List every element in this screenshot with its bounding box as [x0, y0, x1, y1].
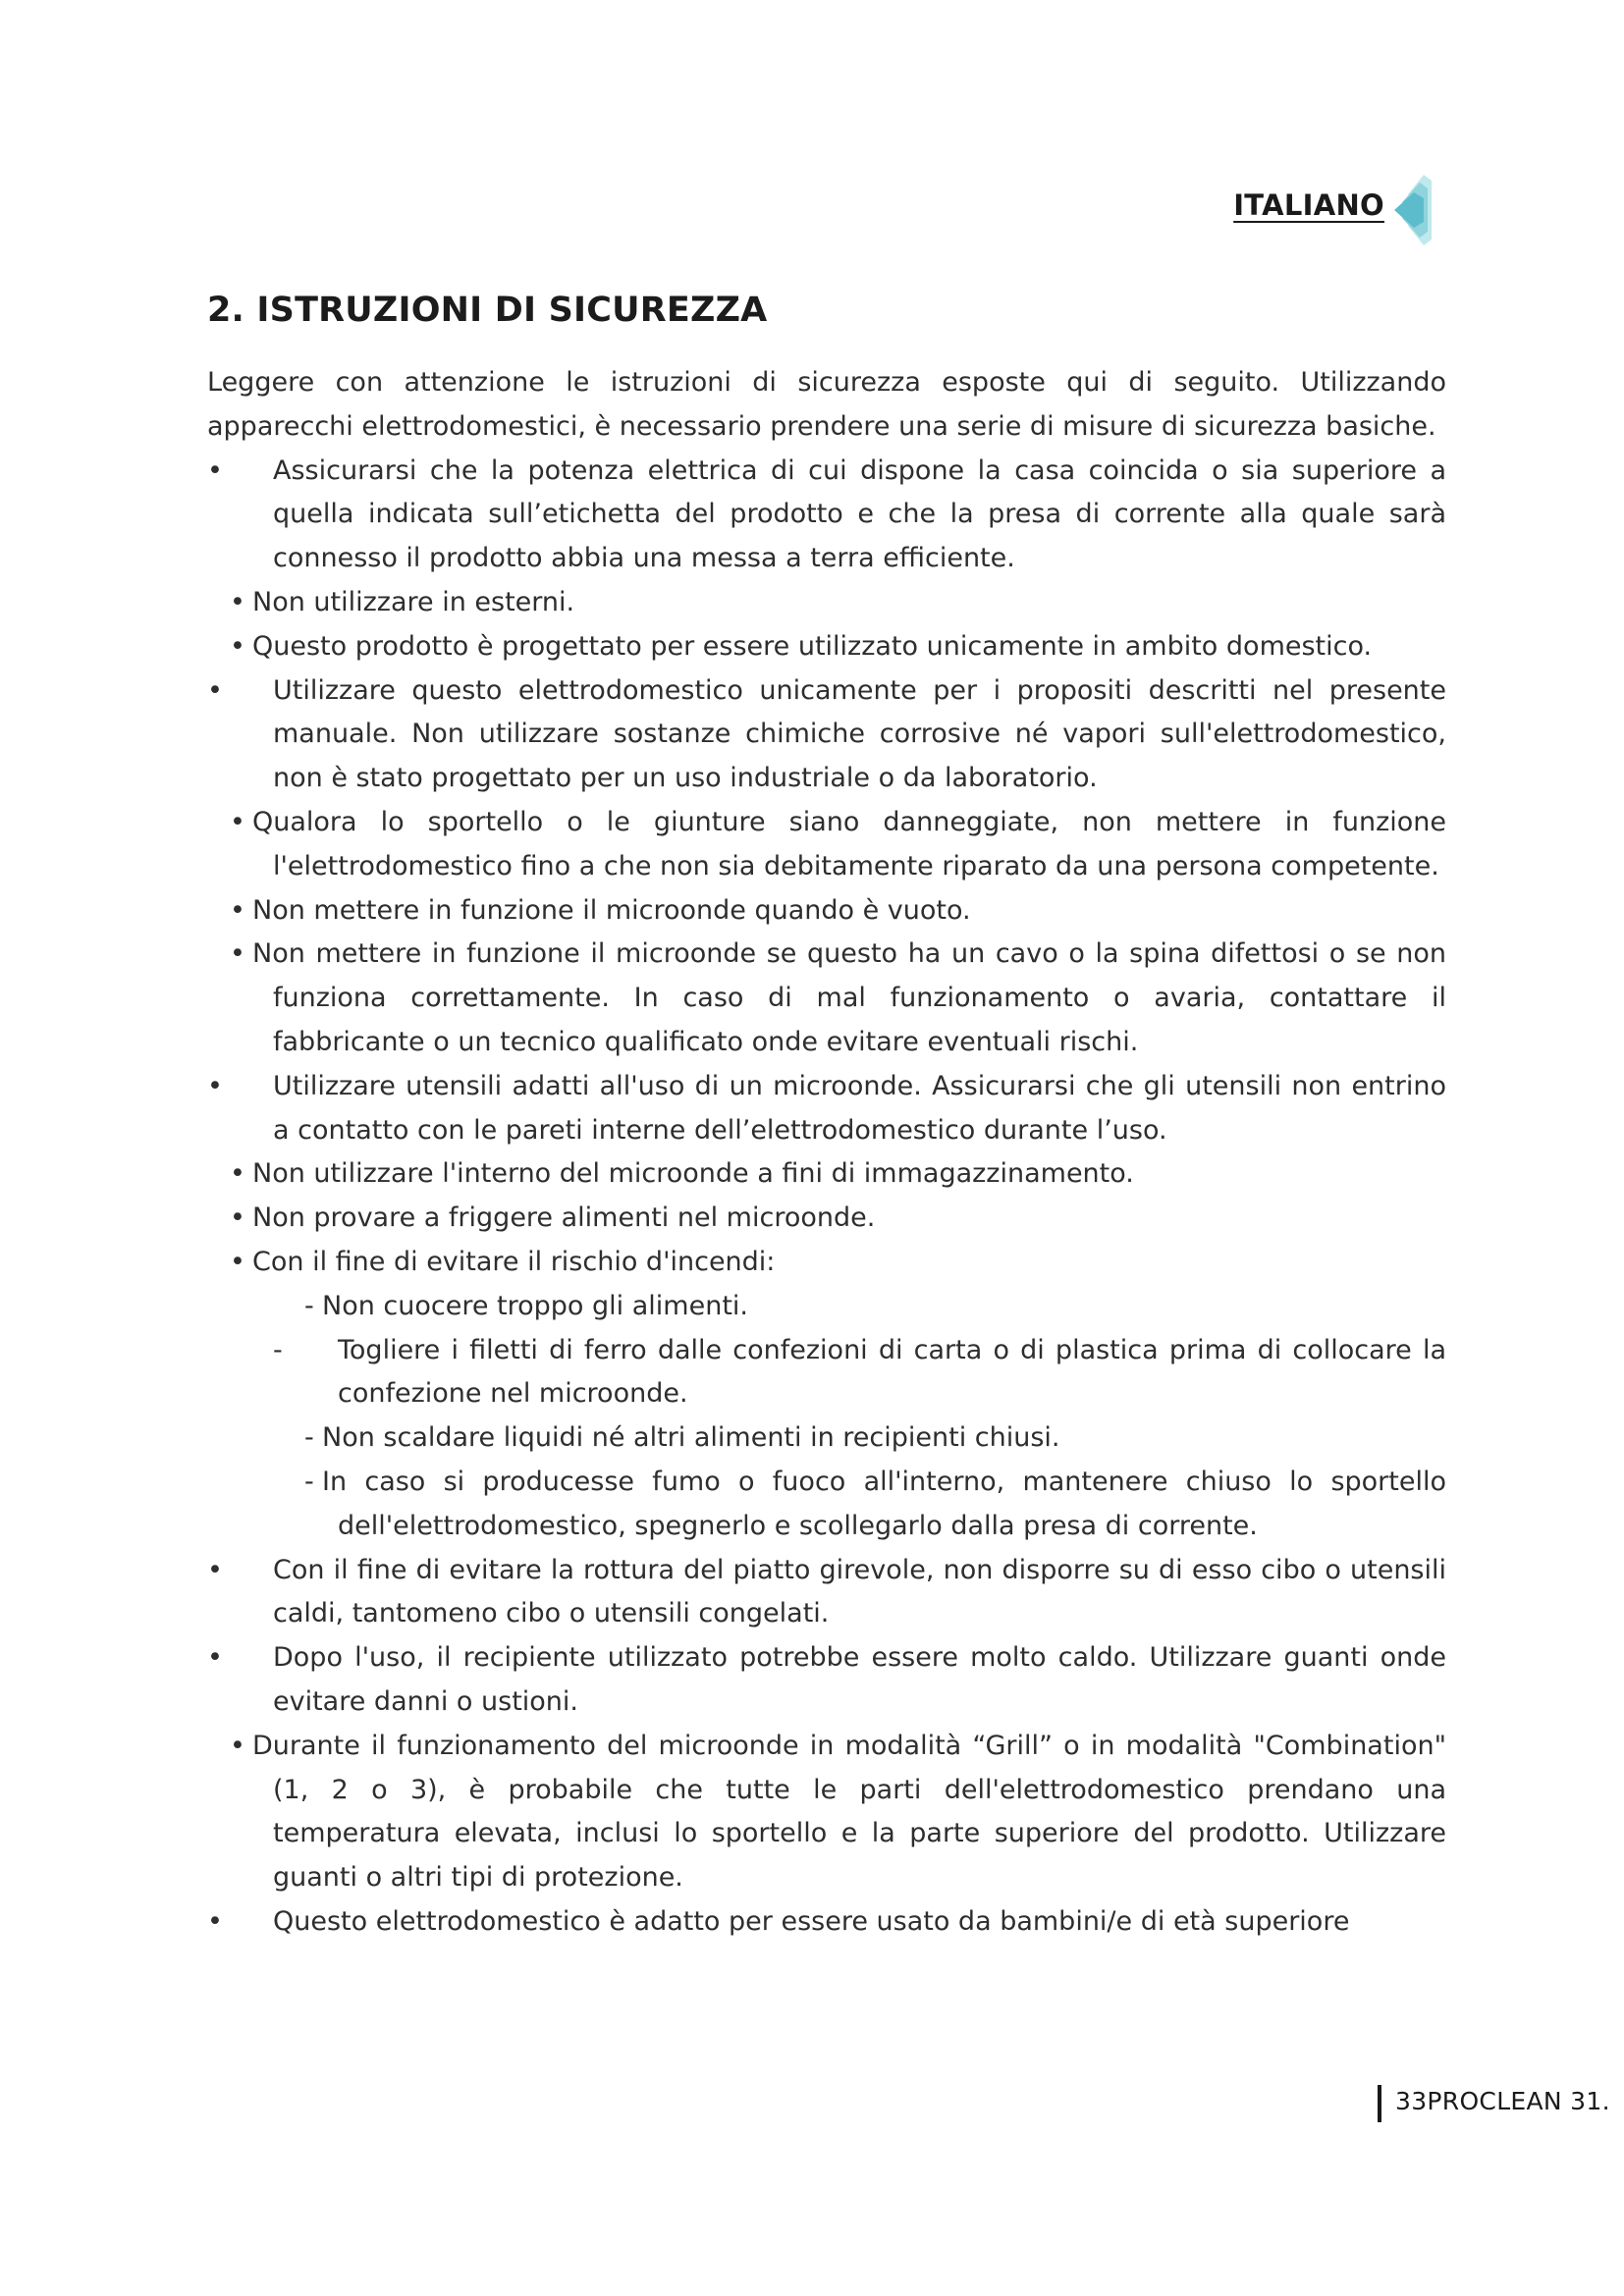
dash: -: [304, 1466, 314, 1497]
bullet: •: [230, 894, 245, 926]
bullet: •: [207, 454, 223, 486]
sub-list-item: [207, 1461, 1446, 1549]
bullet: •: [207, 674, 223, 706]
bullet: •: [230, 630, 245, 662]
list-item: [207, 450, 1446, 581]
item-text: Durante il funzionamento del microonde in modalità “Grill” o in modalità "Combination" (1, 2 o 3), è probabile che tutte le parti dell'elettrodomestico prendano una temperatura elevata, inclusi lo sportello e la parte superiore del prodotto. Utilizzare guanti o altri tipi di protezione.: [252, 1730, 1446, 1894]
list-item: [207, 581, 1446, 625]
item-text: Questo elettrodomestico è adatto per essere usato da bambini/e di età superiore: [273, 1905, 1350, 1937]
footer-product-name: 33PROCLEAN 31.: [1395, 2087, 1610, 2115]
safety-instructions: [207, 361, 1446, 1945]
sub-list-item: [207, 1329, 1446, 1417]
bullet: •: [230, 806, 245, 837]
list-item: [207, 1241, 1446, 1285]
item-text: Questo prodotto è progettato per essere utilizzato unicamente in ambito domestico.: [252, 630, 1373, 662]
list-item: [207, 1725, 1446, 1900]
dash: -: [304, 1290, 314, 1321]
bullet: •: [230, 938, 245, 970]
bullet: •: [230, 1202, 245, 1234]
list-item: [207, 1549, 1446, 1637]
stacked-triangles-icon: [1394, 175, 1432, 245]
footer-divider: [1378, 2085, 1381, 2122]
item-text: Dopo l'uso, il recipiente utilizzato potrebbe essere molto caldo. Utilizzare guanti onde evitare danni o ustioni.: [273, 1642, 1446, 1717]
list-item: [207, 669, 1446, 801]
list-item: [207, 1152, 1446, 1197]
dash: -: [273, 1334, 283, 1365]
item-text: Non utilizzare l'interno del microonde a fini di immagazzinamento.: [252, 1158, 1134, 1190]
bullet: •: [230, 586, 245, 617]
item-text: Non provare a friggere alimenti nel microonde.: [252, 1202, 876, 1234]
item-text: Utilizzare utensili adatti all'uso di un microonde. Assicurarsi che gli utensili non entrino a contatto con le pareti interne dell’elettrodomestico durante l’uso.: [273, 1070, 1446, 1146]
bullet: •: [207, 1554, 223, 1585]
list-item: [207, 1065, 1446, 1153]
bullet: •: [230, 1158, 245, 1190]
bullet: •: [230, 1730, 245, 1761]
dash: -: [304, 1422, 314, 1454]
item-text: Non cuocere troppo gli alimenti.: [322, 1290, 749, 1321]
language-label: ITALIANO: [1233, 188, 1384, 222]
list-item: [207, 625, 1446, 669]
item-text: Non mettere in funzione il microonde quando è vuoto.: [252, 894, 971, 926]
list-item: [207, 933, 1446, 1064]
item-text: Utilizzare questo elettrodomestico unicamente per i propositi descritti nel presente manuale. Non utilizzare sostanze chimiche corrosive né vapori sull'elettrodomestico, non è stato progettato per un uso industriale o da laboratorio.: [273, 674, 1446, 794]
item-text: Con il fine di evitare il rischio d'incendi:: [252, 1246, 776, 1277]
item-text: Non utilizzare in esterni.: [252, 586, 575, 617]
list-item: [207, 1636, 1446, 1725]
item-text: Togliere i filetti di ferro dalle confezioni di carta o di plastica prima di collocare la confezione nel microonde.: [338, 1334, 1446, 1410]
sub-list-item: [207, 1285, 1446, 1329]
list-item: [207, 1197, 1446, 1241]
bullet: •: [207, 1905, 223, 1937]
list-item: [207, 801, 1446, 889]
bullet: •: [230, 1246, 245, 1277]
sub-list-item: [207, 1416, 1446, 1461]
item-text: In caso si producesse fumo o fuoco all'interno, mantenere chiuso lo sportello dell'elettrodomestico, spegnerlo e scollegarlo dalla presa di corrente.: [322, 1466, 1446, 1541]
bullet: •: [207, 1070, 223, 1101]
list-item: [207, 1900, 1446, 1945]
intro-paragraph: Leggere con attenzione le istruzioni di sicurezza esposte qui di seguito. Utilizzando apparecchi elettrodomestici, è necessario prendere una serie di misure di sicurezza basiche.: [207, 367, 1446, 442]
item-text: Non mettere in funzione il microonde se questo ha un cavo o la spina difettosi o se non funziona correttamente. In caso di mal funzionamento o avaria, contattare il fabbricante o un tecnico qualificato onde evitare eventuali rischi.: [252, 938, 1446, 1057]
item-text: Non scaldare liquidi né altri alimenti in recipienti chiusi.: [322, 1422, 1060, 1454]
section-title: 2. ISTRUZIONI DI SICUREZZA: [207, 291, 768, 330]
item-text: Con il fine di evitare la rottura del piatto girevole, non disporre su di esso cibo o utensili caldi, tantomeno cibo o utensili congelati.: [273, 1554, 1446, 1629]
list-item: [207, 889, 1446, 934]
bullet: •: [207, 1642, 223, 1674]
item-text: Assicurarsi che la potenza elettrica di cui dispone la casa coincida o sia superiore a quella indicata sull’etichetta del prodotto e che la presa di corrente alla quale sarà connesso il prodotto abbia una messa a terra efficiente.: [273, 454, 1446, 574]
item-text: Qualora lo sportello o le giunture siano danneggiate, non mettere in funzione l'elettrodomestico fino a che non sia debitamente riparato da una persona competente.: [252, 806, 1446, 881]
